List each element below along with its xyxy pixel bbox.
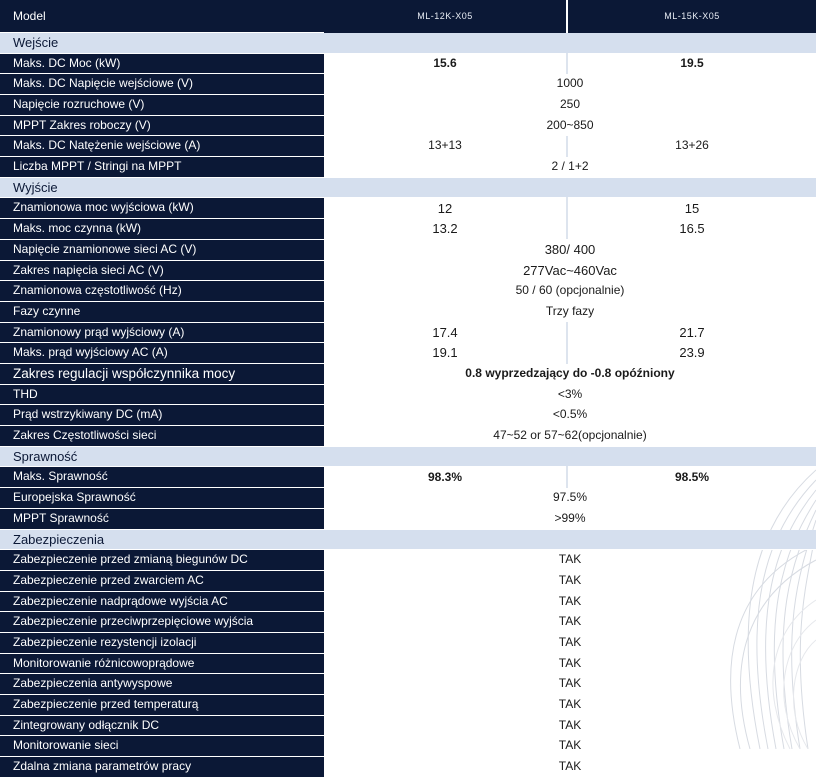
table-row: [0, 405, 816, 426]
row-label: Liczba MPPT / Stringi na MPPT: [0, 157, 324, 178]
header-model-label: Model: [0, 0, 324, 33]
table-row: [0, 343, 816, 364]
row-value-shared: TAK: [558, 697, 582, 712]
section-header: [0, 33, 816, 54]
row-value-model-2: 19.5: [567, 53, 816, 74]
table-row: [0, 322, 816, 343]
row-value-model-1: 98.3%: [427, 469, 463, 484]
row-label: Zakres napięcia sieci AC (V): [0, 260, 324, 281]
row-value-model-2: 98.5%: [567, 467, 816, 488]
row-value-shared: >99%: [554, 510, 586, 525]
table-row: [0, 715, 816, 736]
row-label: MPPT Zakres roboczy (V): [0, 115, 324, 136]
row-label: Monitorowanie sieci: [0, 736, 324, 757]
row-label: Znamionowa częstotliwość (Hz): [0, 281, 324, 302]
row-value-shared: TAK: [558, 676, 582, 691]
section-title: Sprawność: [0, 446, 816, 467]
row-label: Znamionowy prąd wyjściowy (A): [0, 322, 324, 343]
row-value-shared: 380/ 400: [544, 241, 596, 257]
row-value-shared: 50 / 60 (opcjonalnie): [515, 283, 625, 298]
table-row: [0, 591, 816, 612]
row-value-model-1: 12: [437, 200, 453, 216]
row-value-shared: TAK: [558, 655, 582, 670]
row-label: Fazy czynne: [0, 301, 324, 322]
section-title: Wyjście: [0, 177, 816, 198]
row-label: Napięcie znamionowe sieci AC (V): [0, 239, 324, 260]
table-row: [0, 239, 816, 260]
row-label: Monitorowanie różnicowoprądowe: [0, 653, 324, 674]
table-row: [0, 95, 816, 116]
row-label: Zabezpieczenie rezystencji izolacji: [0, 632, 324, 653]
row-value-shared: 277Vac~460Vac: [523, 262, 617, 278]
row-label: Maks. DC Natężenie wejściowe (A): [0, 136, 324, 157]
row-value-shared: 0.8 wyprzedzający do -0.8 opóźniony: [465, 366, 675, 381]
table-row: [0, 115, 816, 136]
table-row: [0, 136, 816, 157]
table-row: [0, 632, 816, 653]
row-label: Zabezpieczenie przeciwprzepięciowe wyjścia: [0, 612, 324, 633]
row-value-model-2: 15: [567, 198, 816, 219]
table-row: [0, 198, 816, 219]
table-row: [0, 74, 816, 95]
table-row: [0, 757, 816, 778]
row-value-model-2: 16.5: [567, 219, 816, 240]
table-row: [0, 426, 816, 447]
table-row: [0, 653, 816, 674]
table-row: [0, 301, 816, 322]
row-value-model-1: 13+13: [428, 138, 462, 153]
row-value-shared: <3%: [557, 386, 583, 401]
row-label: Zabezpieczenie przed zwarciem AC: [0, 570, 324, 591]
section-header: [0, 529, 816, 550]
row-label: Maks. prąd wyjściowy AC (A): [0, 343, 324, 364]
header-model-1: ML-12K-X05: [324, 0, 567, 33]
row-label: Maks. Sprawność: [0, 467, 324, 488]
row-label: Zakres Częstotliwości sieci: [0, 426, 324, 447]
row-label: Europejska Sprawność: [0, 488, 324, 509]
table-row: [0, 488, 816, 509]
row-label: Maks. DC Napięcie wejściowe (V): [0, 74, 324, 95]
table-row: [0, 219, 816, 240]
table-row: [0, 674, 816, 695]
table-row: [0, 281, 816, 302]
row-label: Maks. DC Moc (kW): [0, 53, 324, 74]
section-title: Wejście: [0, 33, 816, 54]
table-row: [0, 384, 816, 405]
row-value-shared: <0.5%: [552, 407, 588, 422]
row-label: Zakres regulacji współczynnika mocy: [0, 364, 324, 385]
row-value-shared: TAK: [558, 634, 582, 649]
row-value-shared: TAK: [558, 552, 582, 567]
row-value-model-1: 15.6: [433, 55, 457, 70]
table-row: [0, 157, 816, 178]
row-value-shared: TAK: [558, 572, 582, 587]
table-row: [0, 612, 816, 633]
row-value-model-1: 13.2: [432, 221, 458, 237]
row-label: Znamionowa moc wyjściowa (kW): [0, 198, 324, 219]
row-value-model-2: 13+26: [567, 136, 816, 157]
row-value-shared: 47~52 or 57~62(opcjonalnie): [493, 428, 647, 443]
row-value-shared: TAK: [558, 717, 582, 732]
row-label: Zintegrowany odłącznik DC: [0, 715, 324, 736]
row-value-model-2: 21.7: [567, 322, 816, 343]
table-row: [0, 736, 816, 757]
row-label: THD: [0, 384, 324, 405]
row-value-shared: 250: [559, 97, 581, 111]
header-model-2: ML-15K-X05: [567, 0, 816, 33]
section-title: Zabezpieczenia: [0, 529, 816, 550]
table-row: [0, 508, 816, 529]
table-row: [0, 467, 816, 488]
row-value-shared: TAK: [558, 614, 582, 629]
row-label: MPPT Sprawność: [0, 508, 324, 529]
row-value-shared: TAK: [558, 738, 582, 753]
row-value-model-2: 23.9: [567, 343, 816, 364]
row-label: Zabezpieczenie nadprądowe wyjścia AC: [0, 591, 324, 612]
row-label: Zdalna zmiana parametrów pracy: [0, 757, 324, 778]
row-value-shared: 200~850: [546, 117, 594, 132]
section-header: [0, 177, 816, 198]
row-label: Zabezpieczenia antywyspowe: [0, 674, 324, 695]
row-value-shared: Trzy fazy: [545, 303, 595, 318]
row-label: Zabezpieczenie przed temperaturą: [0, 695, 324, 716]
table-header-row: [0, 0, 816, 33]
table-row: [0, 260, 816, 281]
section-header: [0, 446, 816, 467]
row-value-shared: TAK: [558, 593, 582, 608]
table-row: [0, 570, 816, 591]
row-label: Prąd wstrzykiwany DC (mA): [0, 405, 324, 426]
table-row: [0, 695, 816, 716]
row-label: Napięcie rozruchowe (V): [0, 95, 324, 116]
row-value-shared: 1000: [556, 76, 584, 91]
row-label: Maks. moc czynna (kW): [0, 219, 324, 240]
table-row: [0, 364, 816, 385]
row-value-model-1: 17.4: [432, 324, 458, 340]
row-value-shared: 97.5%: [552, 490, 588, 505]
row-label: Zabezpieczenie przed zmianą biegunów DC: [0, 550, 324, 571]
row-value-shared: TAK: [558, 759, 582, 774]
table-row: [0, 53, 816, 74]
row-value-shared: 2 / 1+2: [551, 159, 589, 174]
table-row: [0, 550, 816, 571]
row-value-model-1: 19.1: [432, 345, 458, 361]
